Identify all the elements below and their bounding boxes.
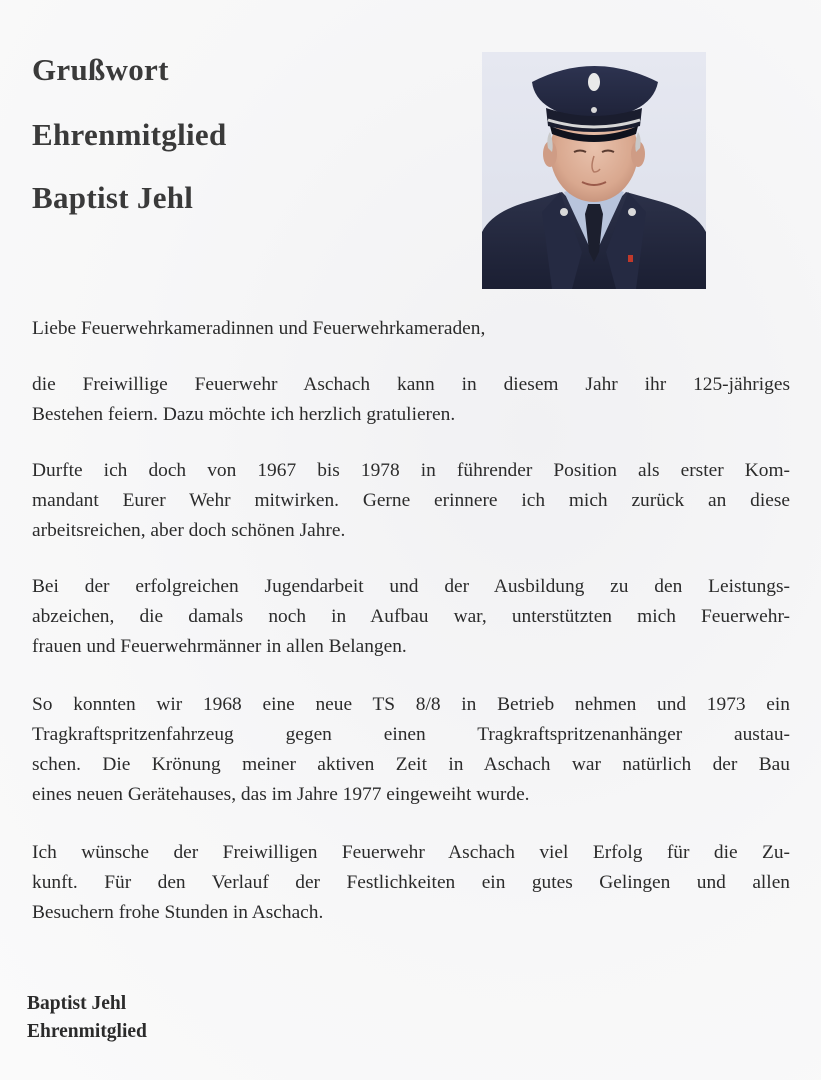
portrait-illustration: [482, 52, 706, 289]
letter-paragraph: [32, 572, 790, 662]
portrait-photo: [482, 52, 706, 289]
paragraph-line: frauen und Feuerwehrmänner in allen Belangen.: [32, 636, 407, 657]
paragraph-line: Bestehen feiern. Dazu möchte ich herzlich gratulieren.: [32, 404, 456, 425]
subtitle-name: Baptist Jehl: [32, 180, 194, 215]
paragraph-line: mandant Eurer Wehr mitwirken. Gerne erinnere ich mich zurück an diese: [32, 490, 790, 511]
paragraph-line: arbeitsreichen, aber doch schönen Jahre.: [32, 520, 346, 541]
signature-name: Baptist Jehl: [27, 993, 127, 1014]
letter-paragraph: [32, 690, 790, 810]
subtitle-role: Ehrenmitglied: [32, 117, 227, 152]
paragraph-line: abzeichen, die damals noch in Aufbau war, unterstützten mich Feuerwehr-: [32, 606, 790, 627]
paragraph-line: eines neuen Gerätehauses, das im Jahre 1977 eingeweiht wurde.: [32, 784, 530, 805]
paragraph-line: So konnten wir 1968 eine neue TS 8/8 in Betrieb nehmen und 1973 ein: [32, 694, 790, 715]
paragraph-line: die Freiwillige Feuerwehr Aschach kann in diesem Jahr ihr 125-jähriges: [32, 374, 790, 395]
letter-paragraph: [32, 370, 790, 430]
paragraph-line: Ich wünsche der Freiwilligen Feuerwehr Aschach viel Erfolg für die Zu-: [32, 842, 790, 863]
signature-role: Ehrenmitglied: [27, 1021, 147, 1042]
paragraph-line: Bei der erfolgreichen Jugendarbeit und der Ausbildung zu den Leistungs-: [32, 576, 790, 597]
letter-paragraph: [32, 456, 790, 546]
signature-block: [27, 990, 147, 1046]
paragraph-line: Durfte ich doch von 1967 bis 1978 in führender Position als erster Kom-: [32, 460, 790, 481]
paragraph-line: Besuchern frohe Stunden in Aschach.: [32, 902, 324, 923]
letter-paragraph: [32, 838, 790, 928]
paragraph-line: Tragkraftspritzenfahrzeug gegen einen Tragkraftspritzenanhänger austau-: [32, 724, 790, 745]
page-title: Grußwort: [32, 52, 169, 87]
paragraph-line: kunft. Für den Verlauf der Festlichkeiten ein gutes Gelingen und allen: [32, 872, 790, 893]
letter-greeting: Liebe Feuerwehrkameradinnen und Feuerwehrkameraden,: [32, 318, 486, 339]
paragraph-line: schen. Die Krönung meiner aktiven Zeit in Aschach war natürlich der Bau: [32, 754, 790, 775]
